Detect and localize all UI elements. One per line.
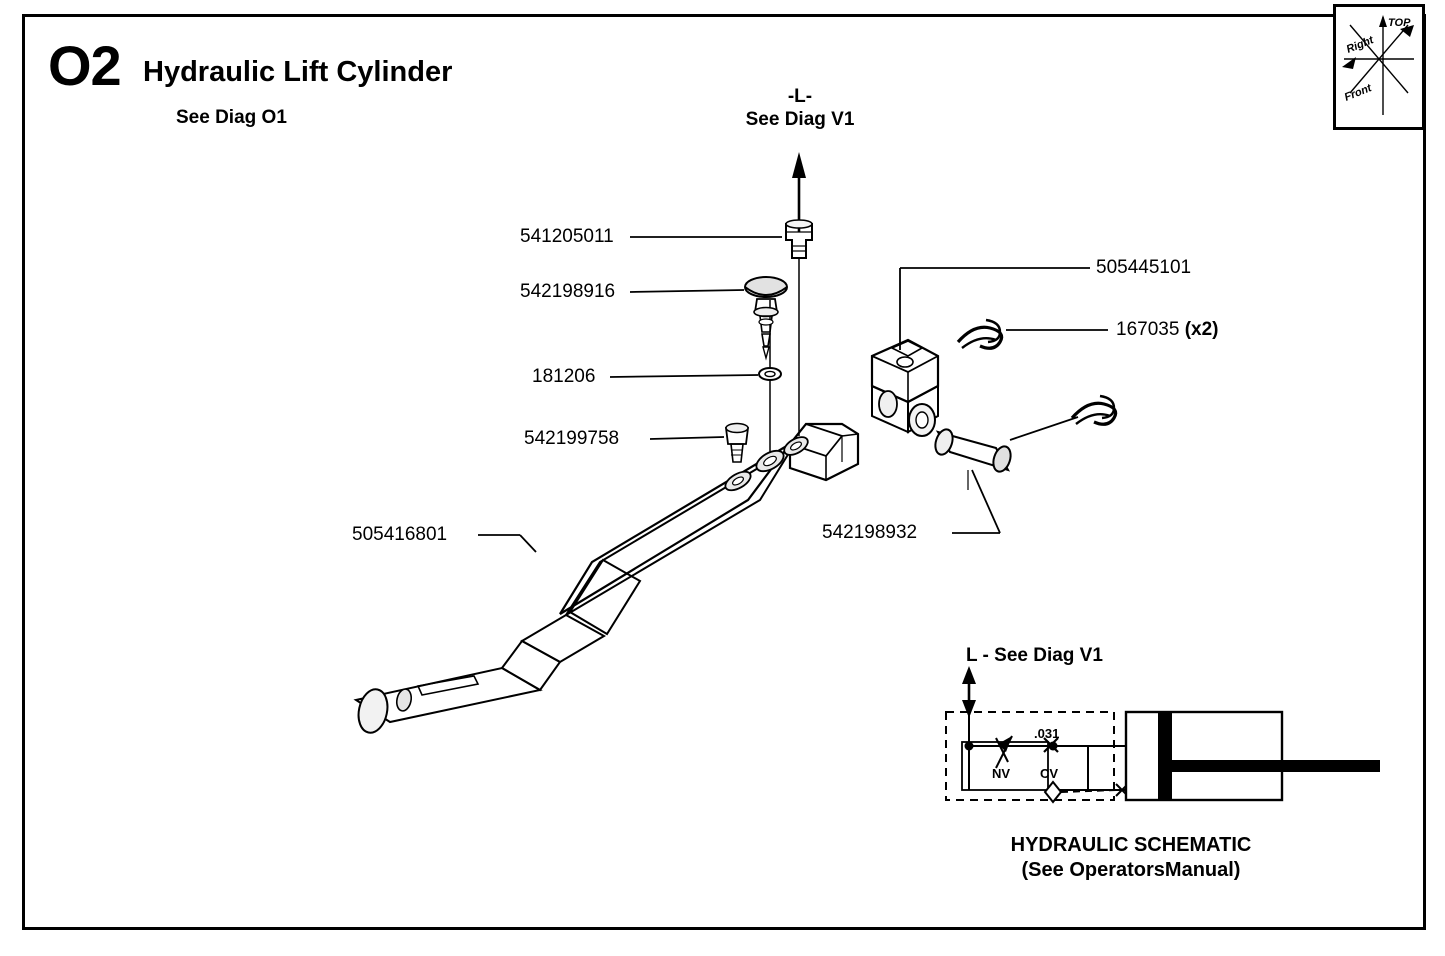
callout-505416801: 505416801 (352, 524, 448, 545)
callout-181206: 181206 (532, 366, 596, 387)
orientation-compass (1333, 4, 1425, 130)
top-reference-label (700, 86, 900, 132)
compass-right-label: Right (1344, 34, 1376, 56)
callout-542198932: 542198932 (822, 522, 918, 543)
diagram-subtitle: See Diag O1 (176, 107, 287, 128)
schematic-cv-label: CV (1040, 766, 1059, 781)
compass-front-label: Front (1342, 82, 1374, 104)
top-reference-line1: -L- (787, 86, 813, 107)
callout-541205011: 541205011 (520, 226, 614, 247)
top-reference-line2: See Diag V1 (745, 108, 855, 130)
schematic-top-label: L - See Diag V1 (966, 645, 1103, 666)
callout-505445101: 505445101 (1096, 257, 1192, 278)
page-title: Hydraulic Lift Cylinder (143, 56, 453, 88)
schematic-nv-label: NV (992, 766, 1011, 781)
schematic-title (936, 833, 1326, 883)
compass-top-label: TOP (1388, 17, 1411, 29)
page-border (22, 14, 1426, 930)
callout-542198916: 542198916 (520, 281, 616, 302)
callout-542199758: 542199758 (524, 428, 620, 449)
callout-167035 (1116, 320, 1218, 339)
diagram-code: O2 (48, 34, 121, 97)
callout-167035-part: 167035 (1116, 319, 1180, 340)
schematic-orifice-label: .031 (1034, 726, 1060, 741)
callout-167035-qty: (x2) (1184, 319, 1219, 340)
schematic-title-line1: HYDRAULIC SCHEMATIC (1010, 834, 1252, 856)
schematic-title-line2: (See OperatorsManual) (1021, 859, 1241, 881)
